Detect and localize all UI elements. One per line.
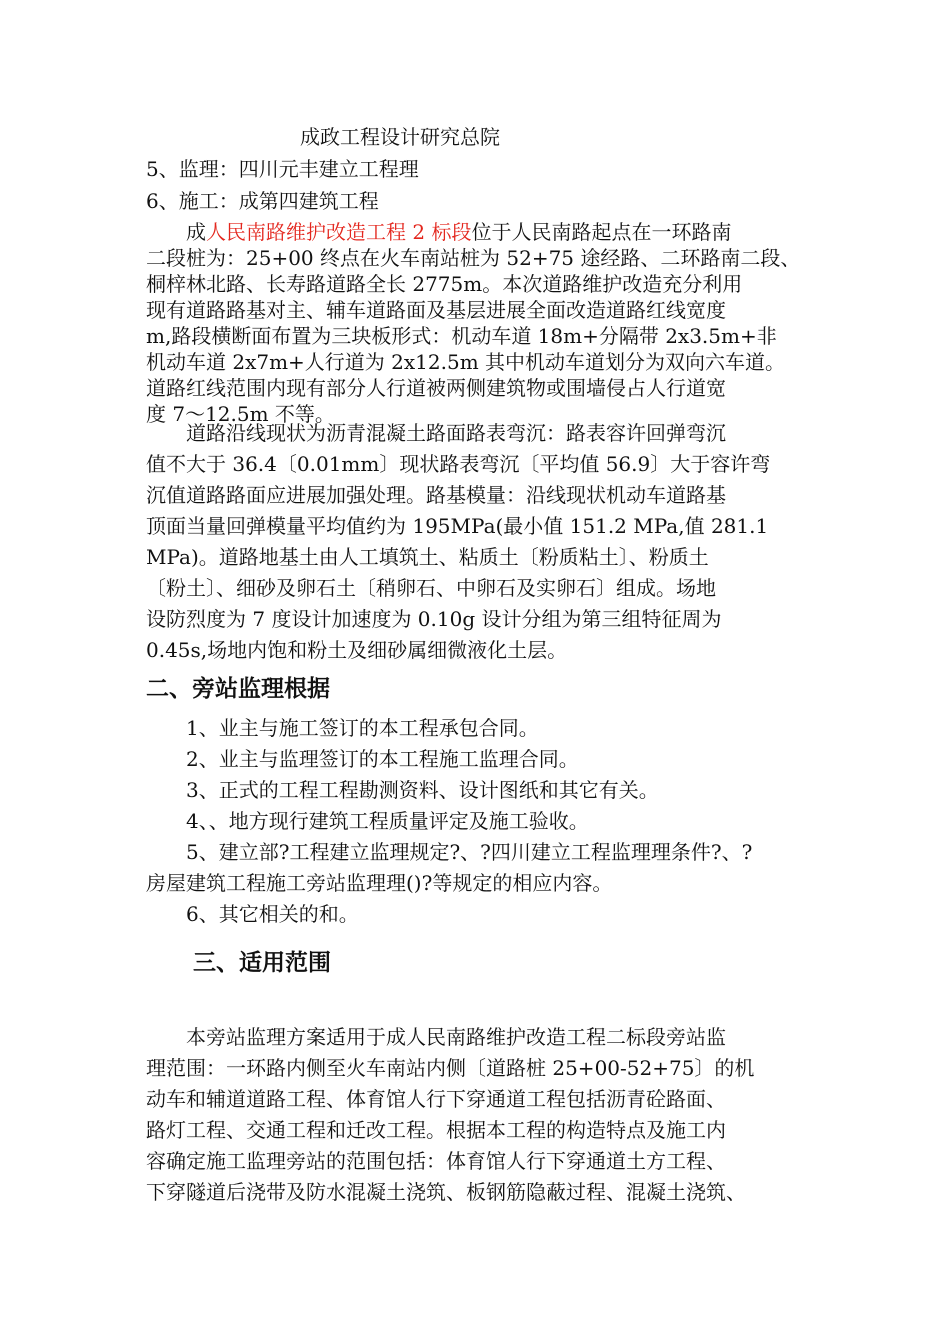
construction-line: 6、施工：成第四建筑工程 — [146, 189, 379, 213]
supervision-line: 5、监理：四川元丰建立工程理 — [146, 157, 419, 181]
project-overview-rest: 位于人民南路起点在一环路南 — [471, 220, 732, 244]
paragraph-line: 容确定施工监理旁站的范围包括：体育馆人行下穿通道土方工程、 — [146, 1149, 726, 1173]
paragraph-line: 机动车道 2x7m+人行道为 2x12.5m 其中机动车道划分为双向六车道。 — [146, 350, 786, 374]
paragraph-line: 本旁站监理方案适用于成人民南路维护改造工程二标段旁站监 — [186, 1025, 726, 1049]
paragraph-line: 理范围：一环路内侧至火车南站内侧〔道路桩 25+00-52+75〕的机 — [146, 1056, 755, 1080]
section-heading: 三、适用范围 — [193, 950, 331, 976]
project-name-highlight: 人民南路维护改造工程 2 标段 — [206, 220, 472, 244]
org-name-line: 成政工程设计研究总院 — [300, 125, 500, 149]
paragraph-line: 沉值道路路面应进展加强处理。路基模量：沿线现状机动车道路基 — [146, 483, 726, 507]
paragraph-line: 二段桩为：25+00 终点在火车南站桩为 52+75 途经路、二环路南二段、 — [146, 246, 801, 270]
paragraph-line: m,路段横断面布置为三块板形式：机动车道 18m+分隔带 2x3.5m+非 — [146, 324, 777, 348]
project-prefix: 成 — [186, 220, 206, 244]
paragraph-line: 道路沿线现状为沥青混凝土路面路表弯沉：路表容许回弹弯沉 — [186, 421, 726, 445]
paragraph-line: 动车和辅道道路工程、体育馆人行下穿通道工程包括沥青砼路面、 — [146, 1087, 726, 1111]
paragraph-line: 道路红线范围内现有部分人行道被两侧建筑物或围墙侵占人行道宽 — [146, 376, 726, 400]
paragraph-line: MPa)。道路地基土由人工填筑土、粘质土〔粉质粘土〕、粉质土 — [146, 545, 709, 569]
paragraph-line: 〔粉土〕、细砂及卵石土〔稍卵石、中卵石及实卵石〕组成。场地 — [146, 576, 716, 600]
paragraph-line: 设防烈度为 7 度设计加速度为 0.10g 设计分组为第三组特征周为 — [146, 607, 722, 631]
paragraph-line: 桐梓林北路、长寿路道路全长 2775m。本次道路维护改造充分利用 — [146, 272, 743, 296]
paragraph-line: 顶面当量回弹模量平均值约为 195MPa(最小值 151.2 MPa,值 281.1 — [146, 514, 769, 538]
paragraph-line: 现有道路路基对主、辅车道路面及基层进展全面改造道路红线宽度 — [146, 298, 726, 322]
list-item: 2、业主与监理签订的本工程施工监理合同。 — [186, 747, 579, 771]
list-item-continuation: 房屋建筑工程施工旁站监理理()?等规定的相应内容。 — [146, 871, 613, 895]
list-item: 6、其它相关的和。 — [186, 902, 359, 926]
paragraph-line: 度 7～12.5m 不等。 — [146, 402, 335, 426]
paragraph-line: 值不大于 36.4〔0.01mm〕现状路表弯沉〔平均值 56.9〕大于容许弯 — [146, 452, 771, 476]
paragraph-line: 下穿隧道后浇带及防水混凝土浇筑、板钢筋隐蔽过程、混凝土浇筑、 — [146, 1180, 746, 1204]
paragraph-line: 路灯工程、交通工程和迁改工程。根据本工程的构造特点及施工内 — [146, 1118, 726, 1142]
section-heading: 二、旁站监理根据 — [146, 676, 330, 702]
paragraph-line: 0.45s,场地内饱和粉土及细砂属细微液化土层。 — [146, 638, 568, 662]
list-item: 1、业主与施工签订的本工程承包合同。 — [186, 716, 539, 740]
list-item: 5、建立部?工程建立监理规定?、?四川建立工程监理理条件?、? — [186, 840, 753, 864]
list-item: 3、正式的工程工程勘测资料、设计图纸和其它有关。 — [186, 778, 659, 802]
list-item: 4、、地方现行建筑工程质量评定及施工验收。 — [186, 809, 589, 833]
